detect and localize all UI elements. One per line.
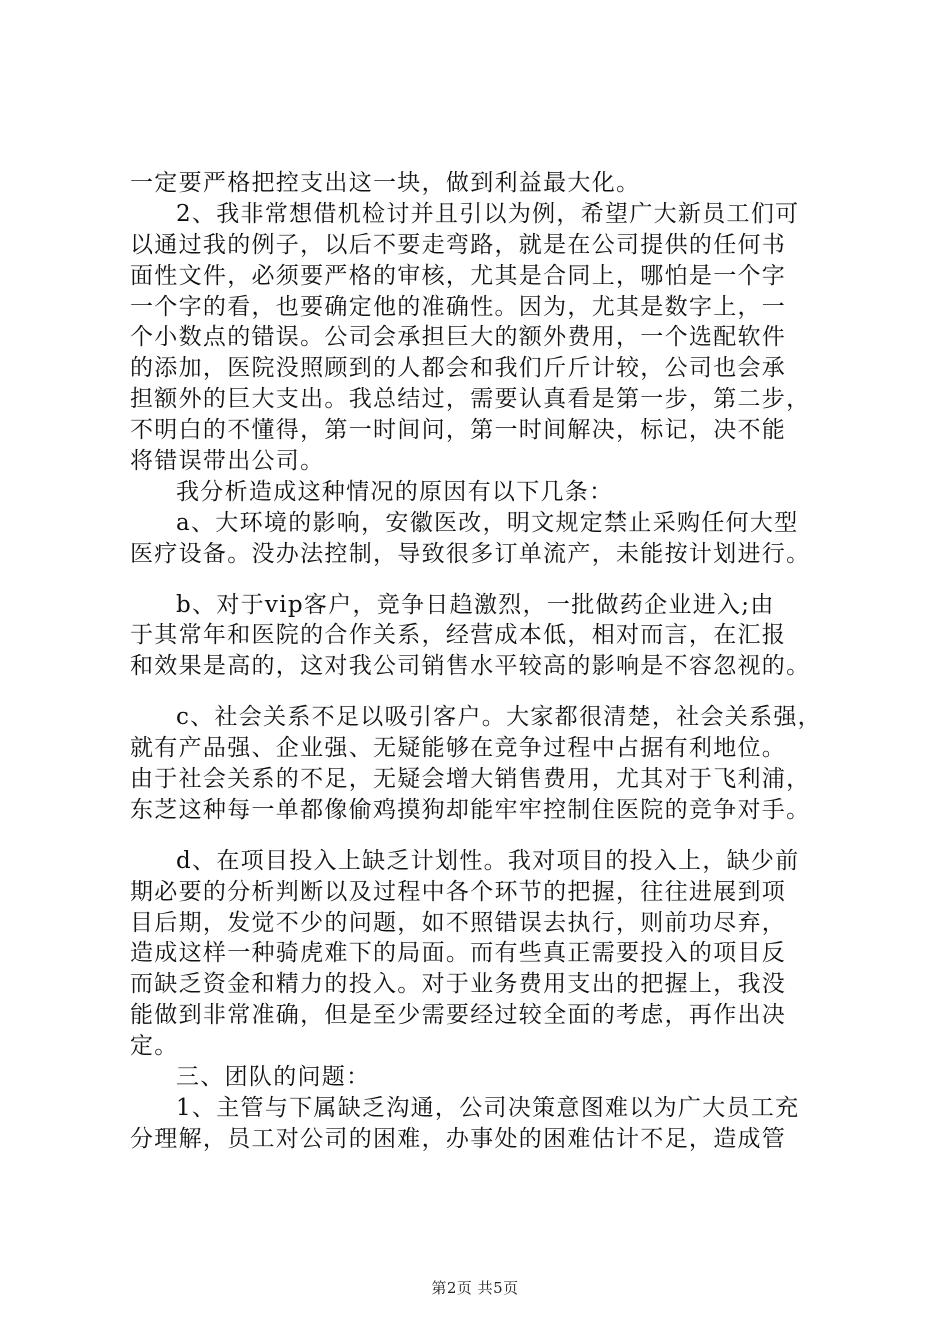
text-line: 于其常年和医院的合作关系，经营成本低，相对而言，在汇报	[130, 622, 787, 649]
paragraph-start-line: 我分析造成这种情况的原因有以下几条：	[176, 478, 614, 505]
paragraph-start-line: b、对于vip客户，竞争日趋激烈，一批做药企业进入;由	[176, 591, 775, 618]
text-line: 个小数点的错误。公司会承担巨大的额外费用，一个选配软件	[130, 324, 787, 351]
text-line: 一定要严格把控支出这一块，做到利益最大化。	[130, 170, 641, 196]
text-line: 就有产品强、企业强、无疑能够在竞争过程中占据有利地位。	[130, 735, 787, 762]
section-heading: 三、团队的问题：	[176, 1064, 371, 1091]
text-line: 将错误带出公司。	[130, 448, 325, 475]
paragraph-start-line: d、在项目投入上缺乏计划性。我对项目的投入上，缺少前	[176, 847, 800, 874]
page-number-footer: 第2页 共5页	[431, 1279, 519, 1297]
text-line: 不明白的不懂得，第一时间问，第一时间解决，标记，决不能	[130, 417, 787, 444]
paragraph-start-line: c、社会关系不足以吸引客户。大家都很清楚，社会关系强，	[176, 704, 822, 731]
text-line: 东芝这种每一单都像偷鸡摸狗却能牢牢控制住医院的竞争对手。	[130, 796, 811, 823]
text-line: 一个字的看，也要确定他的准确性。因为，尤其是数字上，一	[130, 293, 787, 320]
text-line: 和效果是高的，这对我公司销售水平较高的影响是不容忽视的。	[130, 653, 811, 680]
text-line: 目后期，发觉不少的问题，如不照错误去执行，则前功尽弃，	[130, 909, 787, 936]
text-line: 以通过我的例子，以后不要走弯路，就是在公司提供的任何书	[130, 231, 787, 258]
text-line: 担额外的巨大支出。我总结过，需要认真看是第一步，第二步，	[130, 386, 811, 413]
text-line: 期必要的分析判断以及过程中各个环节的把握，往往进展到项	[130, 878, 787, 905]
text-line: 的添加，医院没照顾到的人都会和我们斤斤计较，公司也会承	[130, 355, 787, 382]
text-line: 定。	[130, 1033, 179, 1060]
text-line: 能做到非常准确，但是至少需要经过较全面的考虑，再作出决	[130, 1002, 787, 1029]
paragraph-start-line: 1、主管与下属缺乏沟通，公司决策意图难以为广大员工充	[176, 1094, 800, 1121]
paragraph-gap	[130, 570, 842, 590]
paragraph-start-line: a、大环境的影响，安徽医改，明文规定禁止采购任何大型	[176, 509, 799, 536]
text-line: 由于社会关系的不足，无疑会增大销售费用，尤其对于飞利浦，	[130, 766, 811, 793]
text-line: 而缺乏资金和精力的投入。对于业务费用支出的把握上，我没	[130, 971, 787, 998]
paragraph-gap	[130, 682, 842, 702]
paragraph-start-line: 2、我非常想借机检讨并且引以为例，希望广大新员工们可	[176, 200, 800, 227]
text-line: 面性文件，必须要严格的审核，尤其是合同上，哪怕是一个字	[130, 262, 787, 289]
text-line: 分理解，员工对公司的困难，办事处的困难估计不足，造成管	[130, 1125, 787, 1152]
paragraph-gap	[130, 826, 842, 846]
text-line: 造成这样一种骑虎难下的局面。而有些真正需要投入的项目反	[130, 940, 787, 967]
text-line: 医疗设备。没办法控制，导致很多订单流产，未能按计划进行。	[130, 540, 811, 567]
document-body	[130, 168, 842, 1155]
